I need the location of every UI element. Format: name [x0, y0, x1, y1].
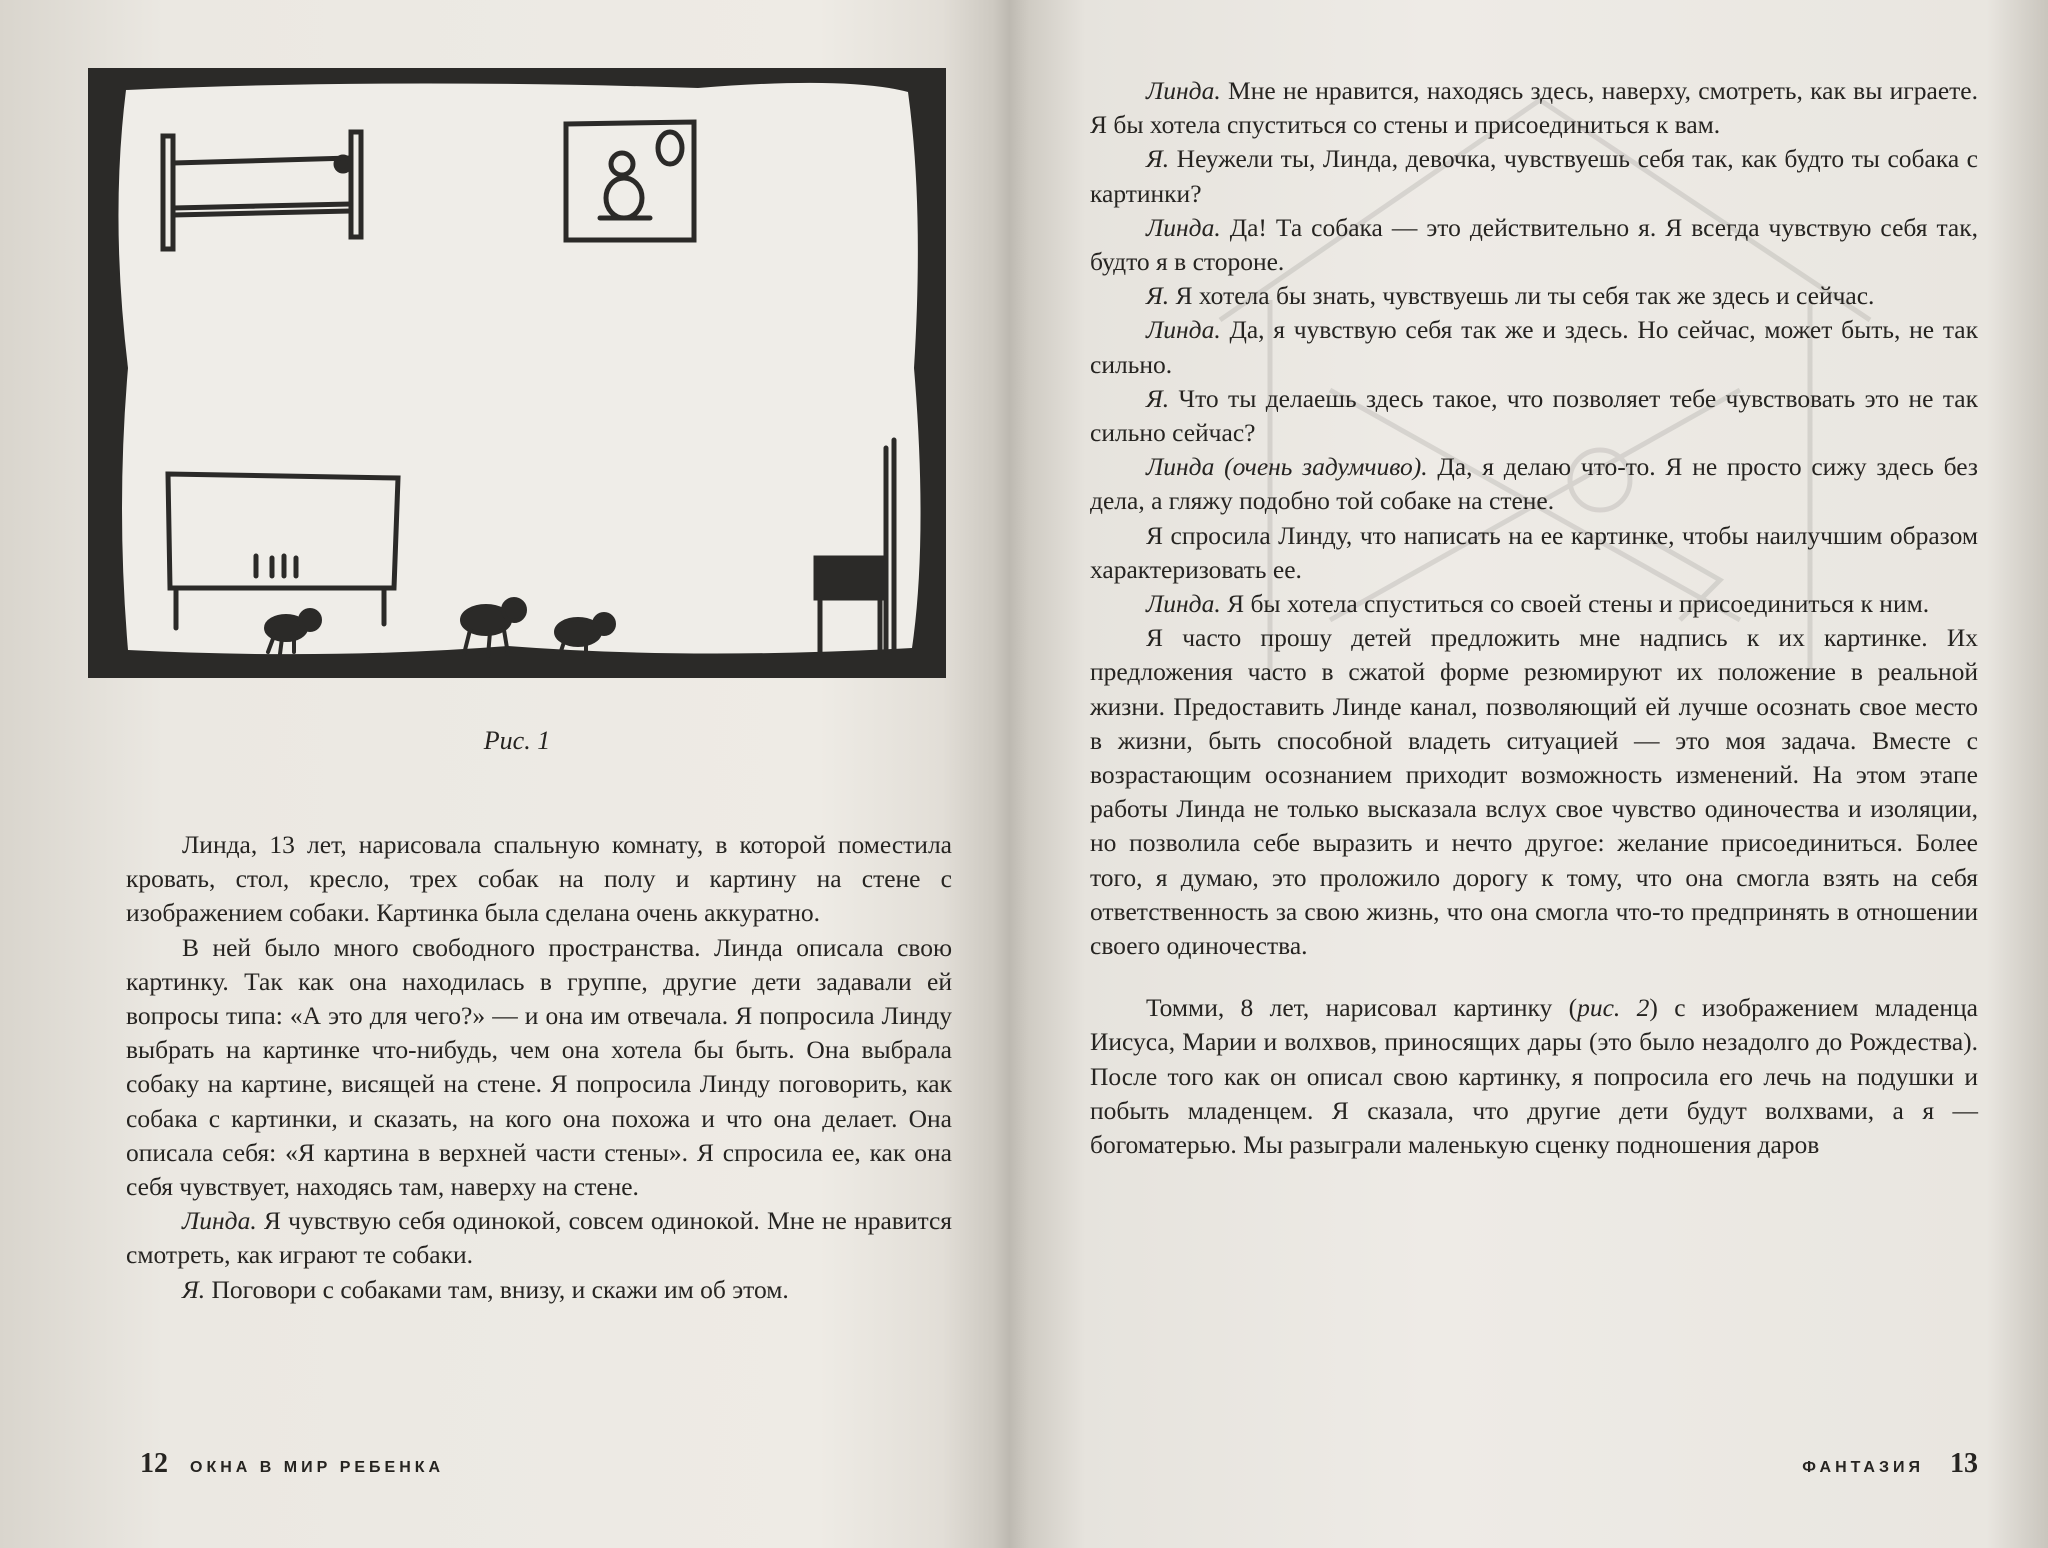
paragraph: Линда. Я бы хотела спуститься со своей стены и присоединиться к ним.	[1146, 589, 1930, 619]
page-number: 13	[1950, 1448, 1978, 1479]
paragraph: Линда. Я чувствую себя одинокой, совсем одинокой. Мне не нравится смотреть, как играют те собаки.	[126, 1206, 952, 1270]
figure-caption: Рис. 1	[483, 726, 551, 755]
figure-1-drawing	[88, 68, 946, 678]
speaker-label: Линда.	[182, 1206, 257, 1236]
paragraph: Линда (очень задумчиво). Да, я делаю что-то. Я не просто сижу здесь без дела, а гляжу подобно той собаке на стене.	[1090, 452, 1978, 516]
speaker-label: Я.	[1146, 383, 1170, 413]
right-page-footer	[1802, 1448, 1978, 1480]
speaker-label: Я.	[182, 1274, 206, 1304]
paragraph: Линда. Да, я чувствую себя так же и здесь. Но сейчас, может быть, не так сильно.	[1090, 315, 1978, 379]
speaker-label: Я.	[1146, 144, 1170, 174]
speaker-label: Линда.	[1146, 212, 1221, 242]
paragraph: Томми, 8 лет, нарисовал картинку (рис. 2) с изображением младенца Иисуса, Марии и волхвов, приносящих дары (это было незадолго до Рождества). После того как он описал свою картинку, я попросила его лечь на подушки и побыть младенцем. Я сказала, что другие дети будут волхвами, а я — богоматерью. Мы разыграли маленькую сценку подношения даров	[1090, 993, 1978, 1160]
paragraph: Линда, 13 лет, нарисовала спальную комнату, в которой поместила кровать, стол, кресло, трех собак на полу и картину на стене с изображением собаки. Картинка была сделана очень аккуратно.	[126, 830, 952, 928]
paragraph: Линда. Мне не нравится, находясь здесь, наверху, смотреть, как вы играете. Я бы хотела спуститься со стены и присоединиться к вам.	[1090, 76, 1978, 140]
speaker-label: Линда.	[1146, 315, 1221, 345]
paragraph: В ней было много свободного пространства. Линда описала свою картинку. Так как она находилась в группе, другие дети задавали ей вопросы типа: «А это для чего?» — и она им отвечала. Я попросила Линду выбрать на картинке что-нибудь, чем она хотела бы быть. Она выбрала собаку на картине, висящей на стене. Я попросила Линду поговорить, как собака с картинки, и сказать, на кого она похожа и что она делает. Она описала себя: «Я картина в верхней части стены». Я спросила ее, как она себя чувствует, находясь там, наверху на стене.	[126, 932, 952, 1202]
speaker-label: Линда (очень задумчиво).	[1146, 452, 1428, 482]
paragraph: Я. Что ты делаешь здесь такое, что позволяет тебе чувствовать это не так сильно сейчас?	[1090, 383, 1978, 448]
paragraph: Я. Поговори с собаками там, внизу, и скажи им об этом.	[182, 1274, 789, 1304]
bedroom-drawing	[88, 68, 946, 678]
figure-reference: рис. 2	[1577, 993, 1650, 1023]
left-page	[0, 0, 990, 1548]
paragraph: Я. Неужели ты, Линда, девочка, чувствуешь себя так, как будто ты собака с картинки?	[1090, 144, 1978, 208]
paragraph: Я часто прошу детей предложить мне надпись к их картинке. Их предложения часто в сжатой форме резюмируют их положение в реальной жизни. Предоставить Линде канал, позволяющий ей лучше осознать свое место в жизни, быть способной владеть ситуацией — это моя задача. Вместе с возрастающим осознанием приходит возможность изменений. На этом этапе работы Линда не только высказала вслух свое чувство одиночества и изоляции, но позволила себе выразить и нечто другое: желание присоединиться. Более того, я думаю, это проложило дорогу к тому, что она смогла взять на себя ответственность за свою жизнь, что она смогла что-то предпринять в отношении своего одиночества.	[1090, 623, 1978, 961]
left-page-footer	[140, 1448, 444, 1480]
right-page	[990, 0, 2048, 1548]
paragraph: Я спросила Линду, что написать на ее картинке, чтобы наилучшим образом характеризовать ее.	[1090, 520, 1978, 584]
running-title: ФАНТАЗИЯ	[1802, 1459, 1924, 1476]
left-page-text	[126, 828, 952, 1307]
page-number: 12	[140, 1448, 168, 1479]
right-page-text	[1090, 74, 1978, 1162]
speaker-label: Я.	[1146, 281, 1170, 311]
paragraph: Я. Я хотела бы знать, чувствуешь ли ты себя так же здесь и сейчас.	[1146, 281, 1875, 311]
speaker-label: Линда.	[1146, 589, 1221, 619]
running-title: ОКНА В МИР РЕБЕНКА	[190, 1459, 445, 1476]
paragraph: Линда. Да! Та собака — это действительно я. Я всегда чувствую себя так, будто я в стороне.	[1090, 212, 1978, 277]
speaker-label: Линда.	[1146, 76, 1221, 105]
